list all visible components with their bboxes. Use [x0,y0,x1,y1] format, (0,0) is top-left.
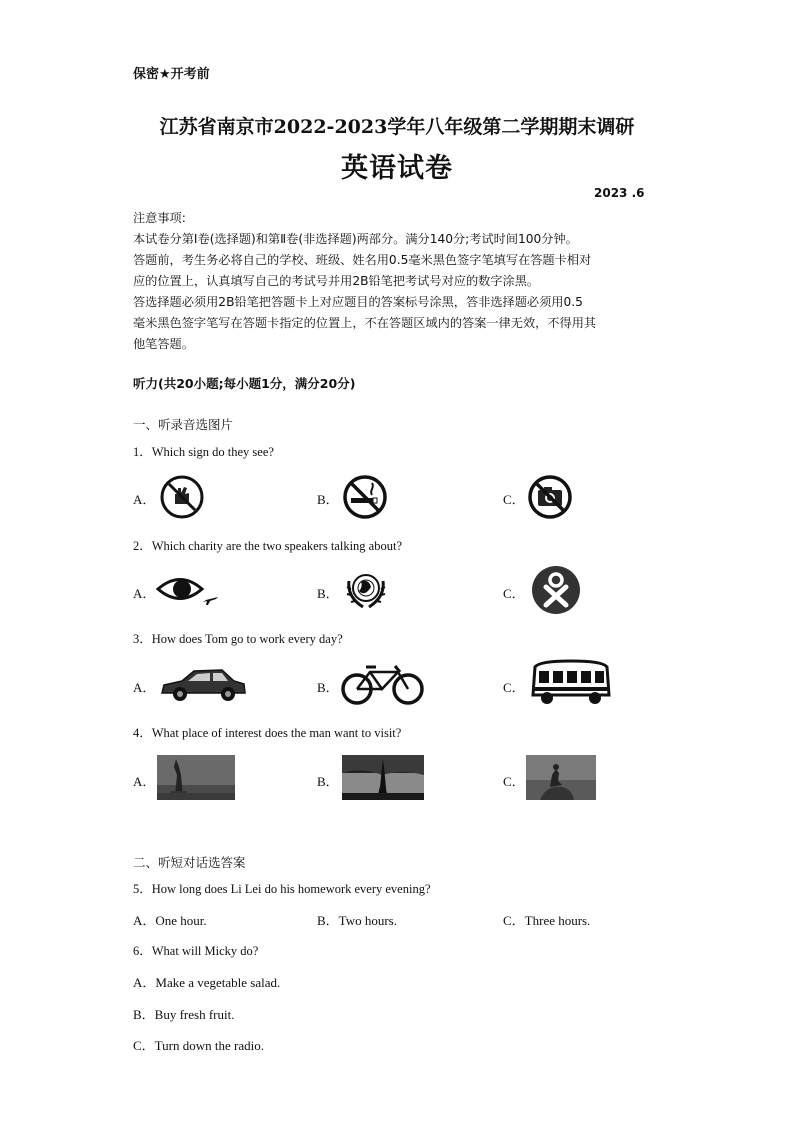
answer-option: A．One hour. [133,913,207,928]
little-mermaid-photo [526,755,596,800]
orbis-eye-logo-icon [156,570,220,610]
notes-line: 他笔答题。 [133,337,194,351]
part1-heading: 一、听录音选图片 [133,417,234,432]
bicycle-icon [340,662,426,706]
notes-heading: 注意事项: [133,211,186,225]
option-label: A． [133,492,156,507]
question-4: 4．What place of interest does the man want to visit? [133,726,402,740]
question-2: 2．Which charity are the two speakers talking about? [133,539,403,553]
no-touching-sign-icon [159,474,205,520]
question-1: 1．Which sign do they see? [133,445,274,459]
notes-line: 答题前，考生务必将自己的学校、班级、姓名用0.5毫米黑色签字笔填写在答题卡相对 [133,253,592,267]
notes-line: 答选择题必须用2B铅笔把答题卡上对应题目的答案标号涂黑，答非选择题必须用0.5 [133,295,583,309]
option-label: B． [317,774,339,789]
part2-heading: 二、听短对话选答案 [133,855,246,870]
notes-block [133,208,663,355]
statue-of-liberty-photo [157,755,235,800]
exam-title: 江苏省南京市2022-2023学年八年级第二学期期末调研 [159,116,635,138]
exam-subject: 英语试卷 [341,153,453,184]
answer-option: B．Buy fresh fruit. [133,1007,235,1022]
question-5: 5．How long does Li Lei do his homework every evening? [133,882,431,896]
answer-option: A．Make a vegetable salad. [133,975,281,990]
unicef-logo-icon [343,567,389,613]
notes-line: 应的位置上，认真填写自己的考试号并用2B铅笔把考试号对应的数字涂黑。 [133,274,540,288]
option-label: A． [133,586,156,601]
notes-line: 毫米黑色签字笔写在答题卡指定的位置上，不在答题区域内的答案一律无效，不得用其 [133,316,597,330]
option-label: C． [503,586,525,601]
option-label: B． [317,586,339,601]
eiffel-tower-photo [342,755,424,800]
question-6: 6．What will Micky do? [133,944,259,958]
car-icon [158,665,248,705]
option-label: A． [133,774,156,789]
answer-option: C．Turn down the radio. [133,1038,264,1053]
option-label: B． [317,680,339,695]
answer-option: C．Three hours. [503,913,591,928]
notes-line: 本试卷分第Ⅰ卷(选择题)和第Ⅱ卷(非选择题)两部分。满分140分;考试时间100分钟。 [133,232,578,246]
option-label: C． [503,492,525,507]
confidential-label: 保密★开考前 [133,67,210,82]
bus-icon [529,659,613,707]
option-label: B． [317,492,339,507]
oxfam-logo-icon [530,565,582,615]
answer-option: B．Two hours. [317,913,397,928]
no-smoking-sign-icon [342,474,388,520]
option-label: C． [503,774,525,789]
listening-heading: 听力(共20小题;每小题1分，满分20分) [133,376,356,391]
option-label: C． [503,680,525,695]
question-3: 3．How does Tom go to work every day? [133,632,343,646]
exam-date: 2023 .6 [594,186,645,200]
no-photography-sign-icon [527,474,573,520]
option-label: A． [133,680,156,695]
